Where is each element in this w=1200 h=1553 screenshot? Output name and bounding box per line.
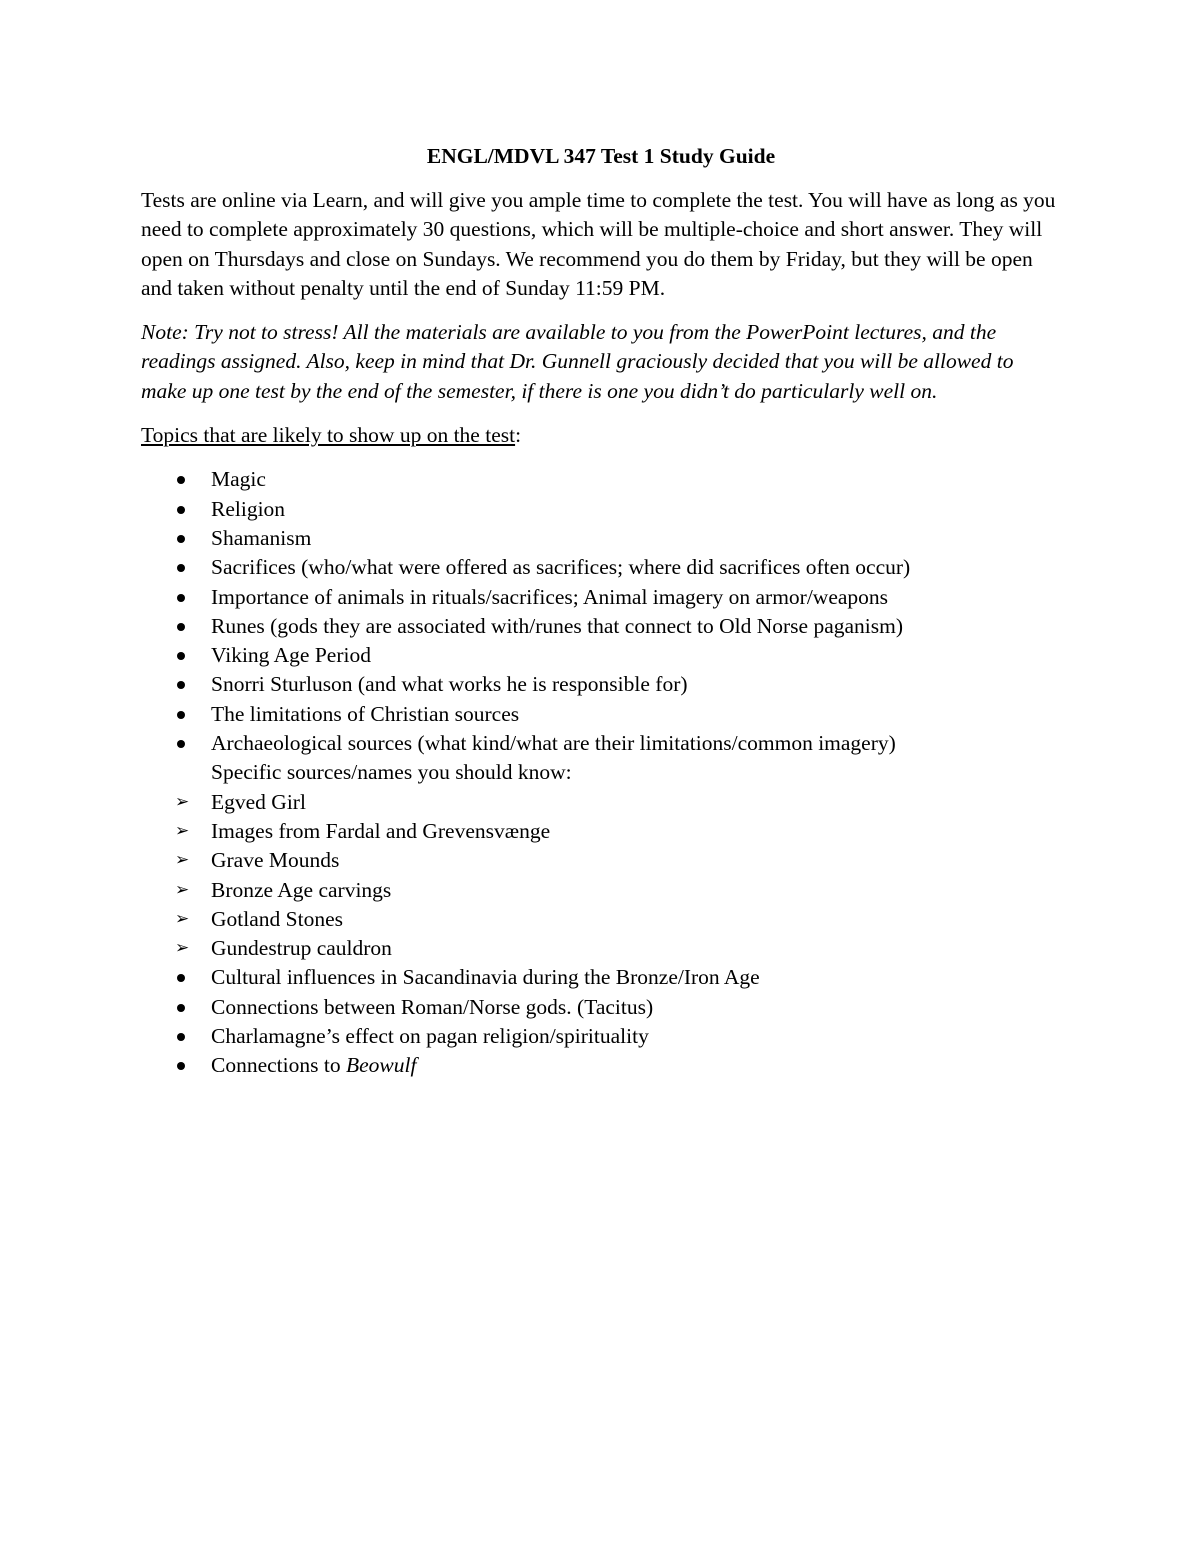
topic-text: Connections to [211, 1053, 346, 1078]
topics-list [141, 465, 1061, 1080]
arrow-bullet-glyph: ➢ [175, 938, 190, 959]
topic-text: Charlamagne’s effect on pagan religion/spirituality [211, 1024, 649, 1049]
document-page [141, 140, 1061, 1081]
topic-list-item [141, 670, 1061, 699]
topic-list-item [141, 495, 1061, 524]
intro-paragraph: Tests are online via Learn, and will give you ample time to complete the test. You will have as long as you need to complete approximately 30 questions, which will be multiple-choice and short answer. They will open on Thursdays and close on Sundays. We recommend you do them by Friday, but they will be open and taken without penalty until the end of Sunday 11:59 PM. [141, 188, 1056, 300]
topic-text: Importance of animals in rituals/sacrifices; Animal imagery on armor/weapons [211, 584, 889, 609]
topic-text: Grave Mounds [211, 848, 340, 873]
topic-list-item [141, 641, 1061, 670]
topic-list-item [141, 524, 1061, 553]
topic-list-item [141, 583, 1061, 612]
topic-text: Shamanism [211, 525, 312, 550]
topics-heading-colon: : [515, 423, 522, 448]
topic-italic-title: Beowulf [345, 1053, 417, 1078]
arrow-bullet-glyph: ➢ [175, 820, 190, 841]
source-list-item [141, 876, 1061, 905]
topic-text: Gundestrup cauldron [211, 936, 392, 961]
source-list-item [141, 934, 1061, 963]
source-list-item [141, 905, 1061, 934]
topic-list-item [141, 1022, 1061, 1051]
topics-heading-line [141, 421, 1061, 450]
topic-list-item [141, 700, 1061, 729]
topic-text: Magic [211, 467, 266, 492]
topic-text: The limitations of Christian sources [211, 701, 520, 726]
topic-list-item [141, 465, 1061, 494]
note-paragraph: Note: Try not to stress! All the materials are available to you from the PowerPoint lectures, and the readings assigned. Also, keep in mind that Dr. Gunnell graciously decided that you will be allowed to make up one test by the end of the semester, if there is one you didn’t do particularly well on. [141, 320, 1014, 403]
topic-text: Sacrifices (who/what were offered as sacrifices; where did sacrifices often occur) [211, 555, 911, 580]
topic-text: Runes (gods they are associated with/runes that connect to Old Norse paganism) [211, 613, 903, 638]
arrow-bullet-glyph: ➢ [175, 850, 190, 871]
arrow-bullet-glyph: ➢ [175, 879, 190, 900]
topic-list-item [141, 1051, 1061, 1080]
topic-list-item [141, 993, 1061, 1022]
topic-text: Religion [211, 496, 286, 521]
arrow-bullet-glyph: ➢ [175, 908, 190, 929]
topic-list-item [141, 612, 1061, 641]
topic-list-item [141, 729, 1061, 788]
source-list-item [141, 846, 1061, 875]
topic-text: Snorri Sturluson (and what works he is responsible for) [211, 672, 688, 697]
topic-list-item [141, 963, 1061, 992]
arrow-bullet-glyph: ➢ [175, 791, 190, 812]
topic-text: Gotland Stones [211, 906, 343, 931]
topic-text: Viking Age Period [211, 643, 371, 668]
source-list-item [141, 817, 1061, 846]
topic-text: Cultural influences in Sacandinavia during the Bronze/Iron Age [211, 965, 760, 990]
topics-heading: Topics that are likely to show up on the test [141, 423, 516, 448]
document-title: ENGL/MDVL 347 Test 1 Study Guide [426, 144, 776, 168]
topic-subnote: Specific sources/names you should know: [211, 760, 572, 785]
topic-text: Connections between Roman/Norse gods. (Tacitus) [211, 994, 654, 1019]
topic-text: Archaeological sources (what kind/what are their limitations/common imagery) [211, 731, 896, 756]
source-list-item [141, 788, 1061, 817]
topic-text: Images from Fardal and Grevensvænge [211, 818, 551, 843]
topic-text: Egved Girl [211, 789, 306, 814]
topic-list-item [141, 553, 1061, 582]
topic-text: Bronze Age carvings [211, 877, 392, 902]
